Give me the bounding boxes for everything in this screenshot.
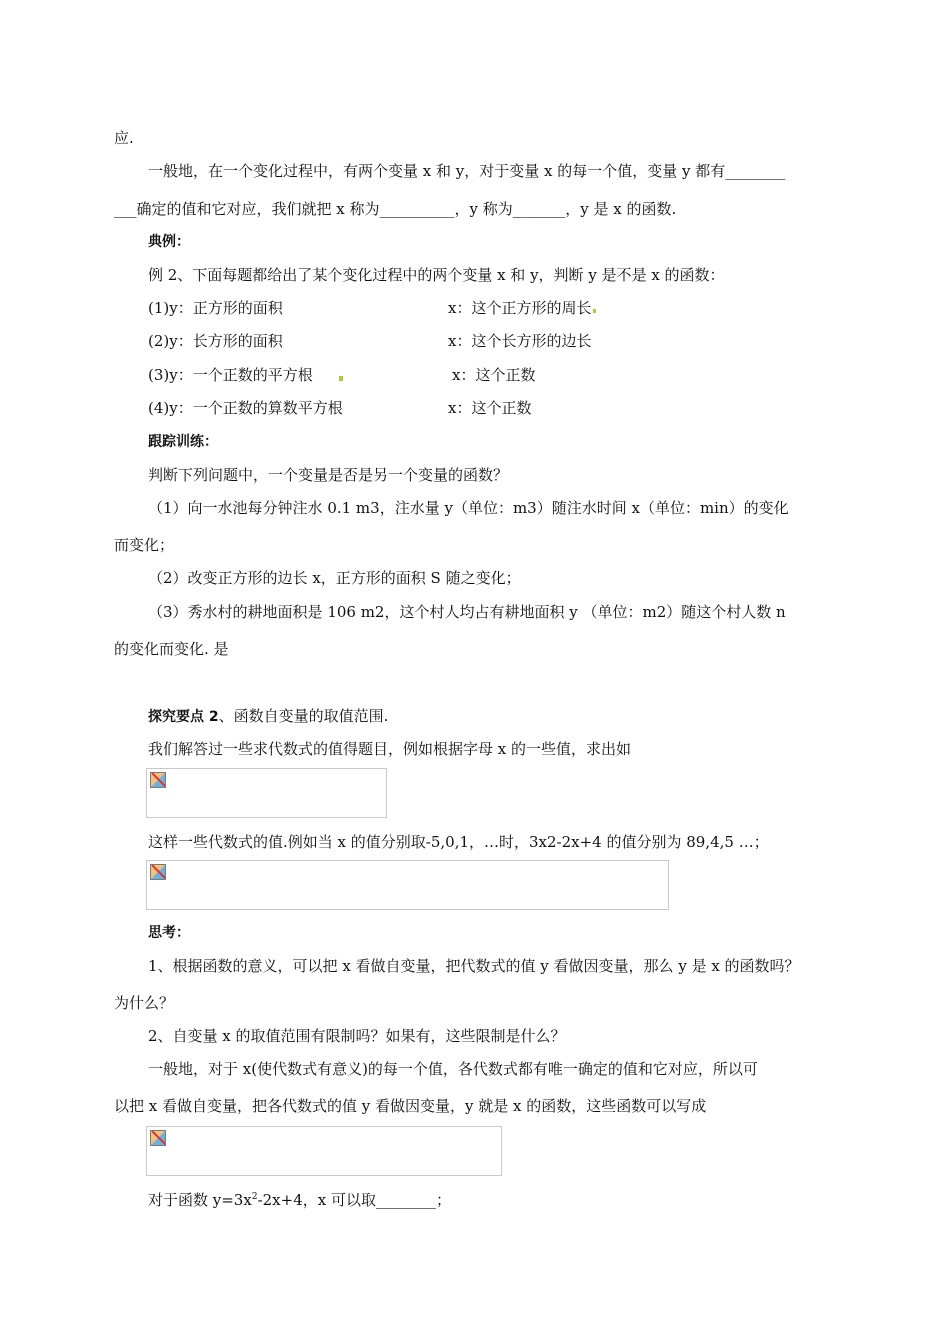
- example-intro: 例 2、下面每题都给出了某个变化过程中的两个变量 x 和 y，判断 y 是不是 x 的函数：: [148, 266, 725, 284]
- example-item-4-y: (4)y：一个正数的算数平方根: [148, 399, 343, 417]
- example-item-3-x: x：这个正数: [452, 366, 536, 384]
- image-placeholder: [146, 768, 387, 818]
- explore-heading-text: 、函数自变量的取值范围.: [218, 707, 389, 725]
- image-placeholder: [146, 1126, 502, 1176]
- general-text-2: 以把 x 看做自变量，把各代数式的值 y 看做因变量，y 就是 x 的函数，这些函数可以写成: [114, 1097, 707, 1115]
- general-text-1: 一般地，对于 x(使代数式有意义)的每一个值，各代数式都有唯一确定的值和它对应，所以可: [148, 1060, 758, 1078]
- final-question-post: -2x+4，x 可以取________；: [257, 1191, 451, 1209]
- marker-icon: [593, 309, 596, 313]
- think-item-1b: 为什么？: [114, 994, 175, 1012]
- tracking-item-3b: 的变化而变化. 是: [114, 640, 229, 658]
- broken-image-icon: [150, 1130, 166, 1146]
- explore-text-2: 这样一些代数式的值.例如当 x 的值分别取-5,0,1，…时，3x2-2x+4 的值分别为 89,4,5 …；: [148, 833, 769, 851]
- definition-line-1: 一般地，在一个变化过程中，有两个变量 x 和 y，对于变量 x 的每一个值，变量 y 都有________: [148, 162, 786, 180]
- broken-image-icon: [150, 864, 166, 880]
- text-line: 应.: [114, 129, 134, 147]
- final-question: [148, 1190, 451, 1210]
- section-heading-think: 思考：: [148, 925, 190, 941]
- tracking-item-2: （2）改变正方形的边长 x，正方形的面积 S 随之变化；: [148, 569, 521, 587]
- final-question-pre: 对于函数 y=3x: [148, 1191, 252, 1209]
- image-placeholder: [146, 860, 669, 910]
- marker-icon: [339, 376, 343, 381]
- example-item-2-x: x：这个长方形的边长: [448, 332, 592, 350]
- tracking-intro: 判断下列问题中，一个变量是否是另一个变量的函数？: [148, 466, 509, 484]
- think-item-2: 2、自变量 x 的取值范围有限制吗？如果有，这些限制是什么？: [148, 1027, 566, 1045]
- definition-line-2: ___确定的值和它对应，我们就把 x 称为__________，y 称为_______，y 是 x 的函数.: [114, 200, 677, 218]
- section-heading-tracking: 跟踪训练：: [148, 434, 218, 450]
- think-item-1a: 1、根据函数的意义，可以把 x 看做自变量，把代数式的值 y 看做因变量，那么 y 是 x 的函数吗？: [148, 957, 800, 975]
- example-item-1-x: x：这个正方形的周长: [448, 299, 592, 317]
- example-item-4-x: x：这个正数: [448, 399, 532, 417]
- explore-heading-bold: 探究要点 2: [148, 709, 219, 725]
- explore-text-1: 我们解答过一些求代数式的值得题目，例如根据字母 x 的一些值，求出如: [148, 740, 631, 758]
- broken-image-icon: [150, 772, 166, 788]
- example-item-2-y: (2)y：长方形的面积: [148, 332, 283, 350]
- exponent: 2: [251, 1192, 258, 1202]
- explore-heading: [148, 706, 388, 727]
- example-item-3-y: (3)y：一个正数的平方根: [148, 366, 313, 384]
- example-item-1-y: (1)y：正方形的面积: [148, 299, 283, 317]
- tracking-item-3a: （3）秀水村的耕地面积是 106 m2，这个村人均占有耕地面积 y （单位：m2）随这个村人数 n: [148, 603, 786, 621]
- section-heading-typical: 典例：: [148, 234, 190, 250]
- tracking-item-1b: 而变化；: [114, 536, 175, 554]
- tracking-item-1a: （1）向一水池每分钟注水 0.1 m3，注水量 y（单位：m3）随注水时间 x（单位：min）的变化: [148, 499, 789, 517]
